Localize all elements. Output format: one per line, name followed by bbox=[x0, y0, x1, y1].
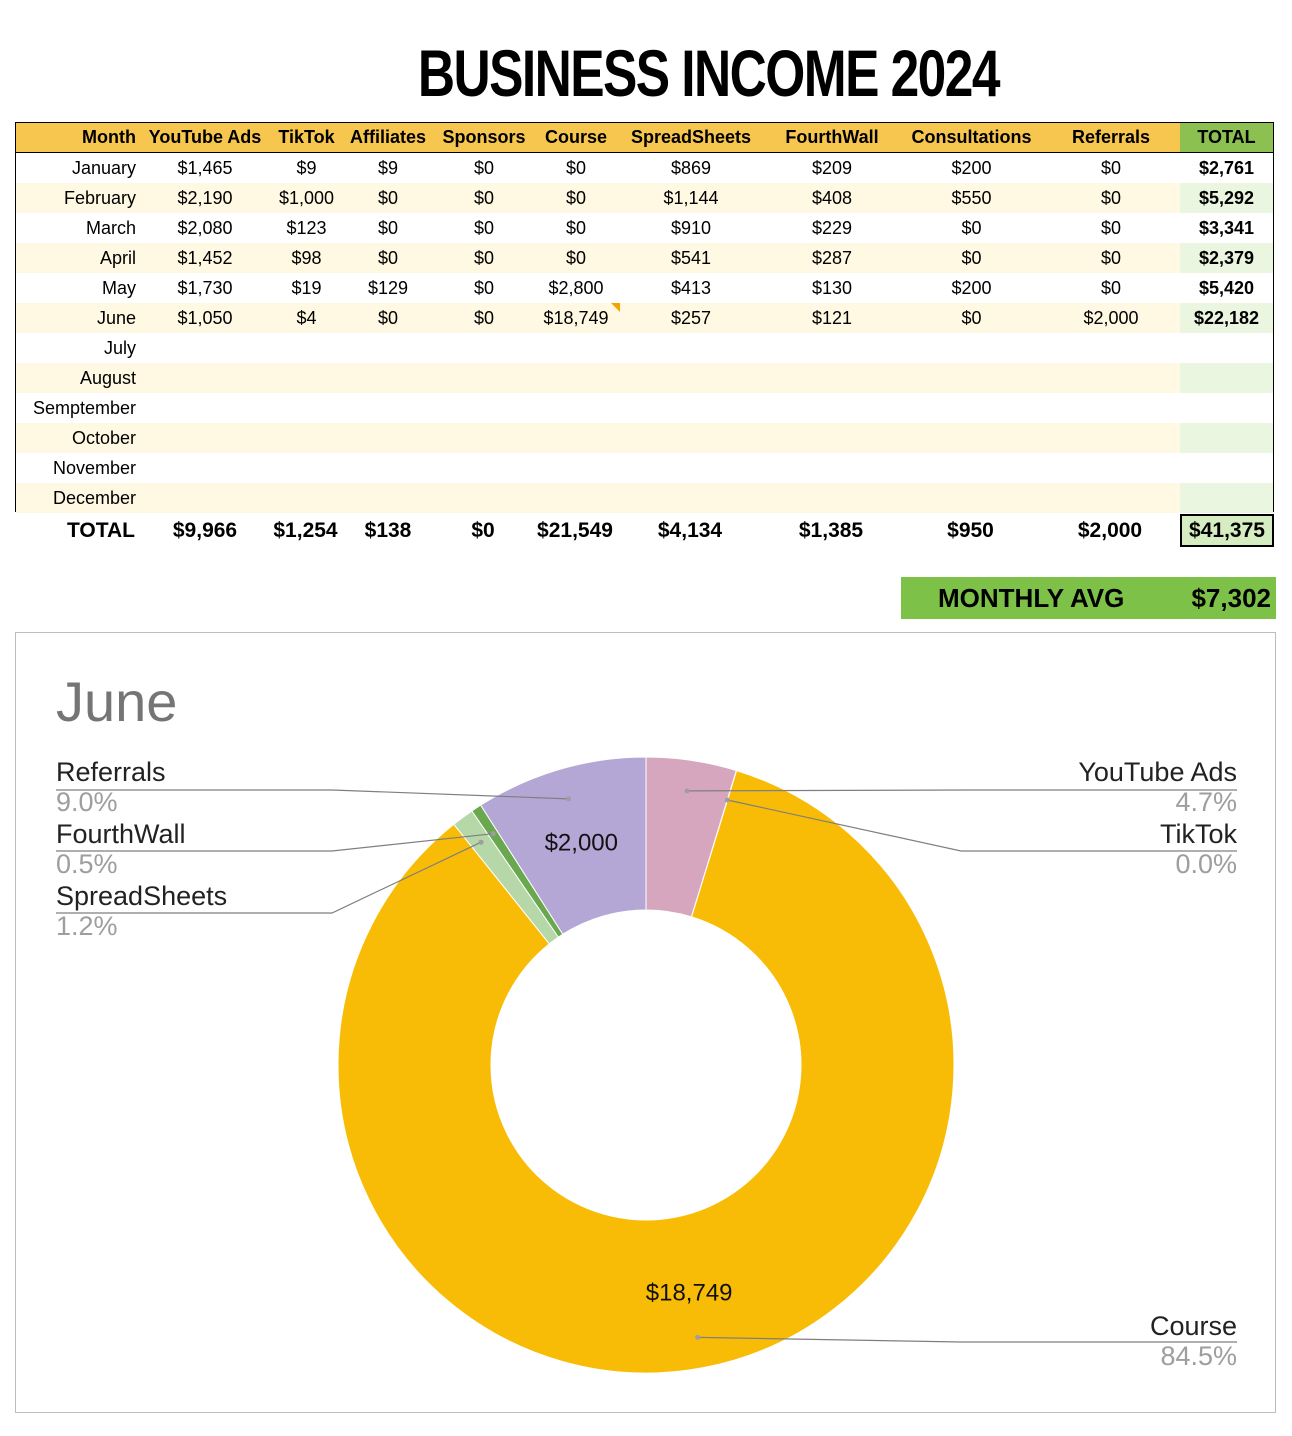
value-cell[interactable]: $287 bbox=[811, 248, 853, 268]
value-cell[interactable]: $1,144 bbox=[663, 188, 719, 208]
total-cell[interactable]: $950 bbox=[947, 519, 994, 542]
monthly-avg-label: MONTHLY AVG bbox=[938, 583, 1125, 613]
callout-youtube-ads bbox=[1078, 757, 1237, 817]
value-cell[interactable]: $1,465 bbox=[177, 158, 233, 178]
table-row bbox=[16, 303, 1273, 333]
column-header[interactable]: Sponsors bbox=[442, 127, 526, 147]
value-cell[interactable]: $200 bbox=[951, 278, 992, 298]
value-cell[interactable] bbox=[1049, 393, 1173, 423]
value-cell[interactable] bbox=[1049, 423, 1173, 453]
value-cell[interactable] bbox=[141, 393, 269, 423]
value-cell[interactable] bbox=[532, 453, 620, 483]
value-cell[interactable]: $0 bbox=[473, 248, 495, 268]
value-cell[interactable]: $121 bbox=[811, 308, 853, 328]
comment-indicator-icon[interactable] bbox=[611, 303, 620, 312]
value-cell[interactable] bbox=[344, 393, 432, 423]
value-cell[interactable] bbox=[269, 453, 344, 483]
column-header[interactable]: Course bbox=[544, 127, 607, 147]
value-cell[interactable]: $0 bbox=[377, 188, 399, 208]
value-cell[interactable]: $2,761 bbox=[1198, 158, 1255, 178]
table-row bbox=[16, 423, 1273, 453]
value-cell[interactable]: $1,730 bbox=[177, 278, 233, 298]
totals-row bbox=[15, 514, 1275, 547]
value-cell[interactable]: $2,800 bbox=[548, 278, 604, 298]
value-cell[interactable] bbox=[436, 423, 532, 453]
callout-percent: 1.2% bbox=[56, 911, 118, 941]
value-cell[interactable]: $9 bbox=[296, 158, 317, 178]
value-cell[interactable] bbox=[620, 423, 762, 453]
value-cell[interactable] bbox=[1180, 453, 1273, 483]
total-cell[interactable]: $21,549 bbox=[537, 519, 613, 542]
callout-name: Course bbox=[1149, 1311, 1237, 1341]
value-cell[interactable]: $0 bbox=[565, 218, 587, 238]
table-row bbox=[16, 243, 1273, 273]
value-cell[interactable]: $0 bbox=[377, 248, 399, 268]
value-cell[interactable] bbox=[344, 363, 432, 393]
value-cell[interactable]: $229 bbox=[811, 218, 853, 238]
callout-percent: 84.5% bbox=[1160, 1341, 1237, 1371]
value-cell[interactable] bbox=[436, 483, 532, 513]
value-cell[interactable]: $2,000 bbox=[1083, 308, 1139, 328]
month-cell[interactable]: March bbox=[85, 218, 136, 238]
value-cell[interactable]: $408 bbox=[811, 188, 853, 208]
month-cell[interactable]: February bbox=[63, 188, 136, 208]
value-cell[interactable]: $209 bbox=[811, 158, 853, 178]
value-cell[interactable]: $129 bbox=[367, 278, 409, 298]
value-cell[interactable] bbox=[1180, 423, 1273, 453]
value-cell[interactable]: $9 bbox=[377, 158, 399, 178]
month-cell[interactable]: October bbox=[71, 428, 136, 448]
value-cell[interactable]: $130 bbox=[811, 278, 853, 298]
value-cell[interactable]: $869 bbox=[670, 158, 712, 178]
value-cell[interactable]: $22,182 bbox=[1193, 308, 1260, 328]
table-row bbox=[16, 483, 1273, 513]
value-cell[interactable]: $5,420 bbox=[1198, 278, 1255, 298]
header-row bbox=[16, 123, 1273, 153]
income-table bbox=[15, 122, 1274, 512]
leader-dot bbox=[695, 1335, 700, 1340]
leader-dot bbox=[725, 798, 730, 803]
month-cell[interactable]: January bbox=[71, 158, 136, 178]
value-cell[interactable]: $0 bbox=[473, 308, 495, 328]
value-cell[interactable] bbox=[141, 423, 269, 453]
value-cell[interactable]: $1,452 bbox=[177, 248, 233, 268]
value-cell[interactable] bbox=[620, 393, 762, 423]
value-cell[interactable] bbox=[141, 363, 269, 393]
column-header[interactable]: Affiliates bbox=[349, 127, 427, 147]
total-cell[interactable]: $1,254 bbox=[273, 519, 338, 542]
page-title: BUSINESS INCOME 2024 bbox=[417, 36, 999, 110]
value-cell[interactable]: $0 bbox=[565, 158, 587, 178]
callout-name: YouTube Ads bbox=[1078, 757, 1237, 787]
value-cell[interactable] bbox=[532, 393, 620, 423]
callout-percent: 0.0% bbox=[1175, 849, 1237, 879]
value-cell[interactable] bbox=[620, 453, 762, 483]
value-cell[interactable]: $0 bbox=[1100, 188, 1122, 208]
value-cell[interactable]: $1,050 bbox=[177, 308, 233, 328]
month-cell[interactable]: July bbox=[103, 338, 136, 358]
column-header[interactable]: Referrals bbox=[1071, 127, 1151, 147]
month-cell[interactable]: December bbox=[52, 488, 136, 508]
value-cell[interactable] bbox=[269, 363, 344, 393]
value-cell[interactable] bbox=[894, 363, 1049, 393]
donut-chart bbox=[15, 632, 1276, 1413]
value-cell[interactable] bbox=[772, 453, 892, 483]
month-cell[interactable]: August bbox=[79, 368, 136, 388]
value-cell[interactable] bbox=[894, 423, 1049, 453]
value-cell[interactable] bbox=[1180, 393, 1273, 423]
value-cell[interactable] bbox=[269, 333, 344, 363]
value-cell[interactable]: $0 bbox=[473, 278, 495, 298]
leader-dot bbox=[491, 831, 496, 836]
callout-name: FourthWall bbox=[56, 819, 186, 849]
value-cell[interactable]: $1,000 bbox=[278, 188, 335, 208]
value-cell[interactable] bbox=[772, 333, 892, 363]
value-cell[interactable] bbox=[1049, 453, 1173, 483]
value-cell[interactable]: $910 bbox=[670, 218, 712, 238]
value-cell[interactable] bbox=[436, 363, 532, 393]
value-cell[interactable]: $5,292 bbox=[1198, 188, 1255, 208]
value-cell[interactable]: $0 bbox=[1100, 158, 1122, 178]
slice-data-label: $2,000 bbox=[544, 829, 618, 857]
value-cell[interactable] bbox=[620, 363, 762, 393]
total-cell[interactable]: $4,134 bbox=[657, 519, 723, 542]
value-cell[interactable]: $0 bbox=[473, 158, 495, 178]
value-cell[interactable] bbox=[532, 423, 620, 453]
value-cell[interactable] bbox=[532, 363, 620, 393]
value-cell[interactable] bbox=[894, 453, 1049, 483]
leader-dot bbox=[566, 796, 571, 801]
value-cell[interactable] bbox=[772, 393, 892, 423]
value-cell[interactable] bbox=[1180, 483, 1273, 513]
monthly-avg-value: $7,302 bbox=[1191, 583, 1271, 613]
value-cell[interactable] bbox=[620, 483, 762, 513]
value-cell[interactable] bbox=[894, 393, 1049, 423]
month-cell[interactable]: June bbox=[96, 308, 136, 328]
callout-name: Referrals bbox=[56, 757, 166, 787]
value-cell[interactable]: $0 bbox=[961, 248, 982, 268]
total-cell[interactable]: $2,000 bbox=[1077, 519, 1143, 542]
value-cell[interactable]: $18,749 bbox=[543, 308, 609, 328]
value-cell[interactable]: $0 bbox=[1100, 248, 1122, 268]
callout-name: TikTok bbox=[1159, 819, 1237, 849]
table-row bbox=[16, 153, 1273, 183]
total-cell[interactable]: $138 bbox=[364, 519, 412, 542]
callout-spreadsheets bbox=[56, 881, 227, 941]
column-header[interactable]: FourthWall bbox=[785, 127, 879, 147]
value-cell[interactable] bbox=[1049, 363, 1173, 393]
table-row bbox=[16, 183, 1273, 213]
callout-course bbox=[1150, 1311, 1237, 1371]
value-cell[interactable] bbox=[772, 363, 892, 393]
value-cell[interactable] bbox=[344, 423, 432, 453]
value-cell[interactable] bbox=[620, 333, 762, 363]
value-cell[interactable]: $200 bbox=[951, 158, 992, 178]
leader-dot bbox=[479, 840, 484, 845]
value-cell[interactable] bbox=[344, 333, 432, 363]
chart-title: June bbox=[56, 670, 178, 733]
value-cell[interactable] bbox=[532, 333, 620, 363]
callout-percent: 0.5% bbox=[56, 849, 118, 879]
value-cell[interactable] bbox=[436, 393, 532, 423]
column-header[interactable]: TOTAL bbox=[1197, 127, 1256, 147]
slice-data-label: $18,749 bbox=[645, 1279, 733, 1307]
callout-percent: 4.7% bbox=[1175, 787, 1237, 817]
total-cell[interactable]: $1,385 bbox=[798, 519, 864, 542]
callout-tiktok bbox=[1160, 819, 1237, 879]
value-cell[interactable] bbox=[772, 423, 892, 453]
column-header[interactable]: SpreadSheets bbox=[630, 127, 752, 147]
value-cell[interactable] bbox=[532, 483, 620, 513]
value-cell[interactable] bbox=[344, 453, 432, 483]
donut-svg bbox=[16, 633, 1275, 1412]
table-row bbox=[16, 273, 1273, 303]
value-cell[interactable]: $123 bbox=[286, 218, 327, 238]
month-cell[interactable]: April bbox=[99, 248, 136, 268]
monthly-average bbox=[901, 577, 1276, 619]
value-cell[interactable]: $2,190 bbox=[177, 188, 233, 208]
value-cell[interactable] bbox=[1049, 333, 1173, 363]
value-cell[interactable]: $19 bbox=[291, 278, 322, 298]
value-cell[interactable]: $3,341 bbox=[1198, 218, 1255, 238]
value-cell[interactable]: $257 bbox=[670, 308, 712, 328]
table-row bbox=[16, 363, 1273, 393]
value-cell[interactable] bbox=[894, 483, 1049, 513]
value-cell[interactable]: $4 bbox=[296, 308, 317, 328]
value-cell[interactable] bbox=[1049, 483, 1173, 513]
value-cell[interactable]: $0 bbox=[565, 188, 587, 208]
value-cell[interactable] bbox=[436, 333, 532, 363]
column-header[interactable]: TikTok bbox=[278, 127, 335, 147]
value-cell[interactable] bbox=[269, 393, 344, 423]
value-cell[interactable] bbox=[269, 423, 344, 453]
value-cell[interactable] bbox=[436, 453, 532, 483]
table-row bbox=[16, 453, 1273, 483]
callout-fourthwall bbox=[56, 819, 186, 879]
value-cell[interactable]: $0 bbox=[1100, 218, 1122, 238]
leader-dot bbox=[685, 788, 690, 793]
value-cell[interactable] bbox=[141, 333, 269, 363]
table-row bbox=[16, 333, 1273, 363]
total-cell[interactable]: $9,966 bbox=[172, 519, 238, 542]
value-cell[interactable]: $0 bbox=[473, 218, 495, 238]
month-cell[interactable]: November bbox=[52, 458, 136, 478]
column-header[interactable]: YouTube Ads bbox=[148, 127, 262, 147]
value-cell[interactable] bbox=[269, 483, 344, 513]
value-cell[interactable]: $2,080 bbox=[177, 218, 233, 238]
table-row bbox=[16, 213, 1273, 243]
value-cell[interactable]: $0 bbox=[377, 308, 399, 328]
totals-label[interactable]: TOTAL bbox=[66, 519, 135, 542]
value-cell[interactable]: $541 bbox=[670, 248, 712, 268]
month-cell[interactable]: Semptember bbox=[32, 398, 136, 418]
value-cell[interactable] bbox=[1180, 363, 1273, 393]
value-cell[interactable] bbox=[894, 333, 1049, 363]
month-cell[interactable]: May bbox=[101, 278, 136, 298]
value-cell[interactable] bbox=[772, 483, 892, 513]
table-row bbox=[16, 393, 1273, 423]
value-cell[interactable]: $2,379 bbox=[1198, 248, 1255, 268]
value-cell[interactable]: $0 bbox=[961, 218, 982, 238]
callout-referrals bbox=[56, 757, 166, 817]
value-cell[interactable]: $0 bbox=[473, 188, 495, 208]
value-cell[interactable] bbox=[141, 453, 269, 483]
callout-name: SpreadSheets bbox=[56, 881, 228, 911]
value-cell[interactable] bbox=[1180, 333, 1273, 363]
value-cell[interactable]: $0 bbox=[1100, 278, 1122, 298]
column-header[interactable]: Consultations bbox=[911, 127, 1032, 147]
value-cell[interactable]: $413 bbox=[670, 278, 712, 298]
column-header[interactable]: Month bbox=[82, 127, 136, 147]
value-cell[interactable]: $0 bbox=[565, 248, 587, 268]
total-cell[interactable]: $0 bbox=[471, 519, 495, 542]
callout-percent: 9.0% bbox=[56, 787, 118, 817]
value-cell[interactable] bbox=[344, 483, 432, 513]
value-cell[interactable] bbox=[141, 483, 269, 513]
value-cell[interactable]: $550 bbox=[951, 188, 992, 208]
value-cell[interactable]: $0 bbox=[961, 308, 982, 328]
value-cell[interactable]: $98 bbox=[291, 248, 322, 268]
value-cell[interactable]: $0 bbox=[377, 218, 399, 238]
grand-total-cell[interactable]: $41,375 bbox=[1180, 514, 1274, 547]
